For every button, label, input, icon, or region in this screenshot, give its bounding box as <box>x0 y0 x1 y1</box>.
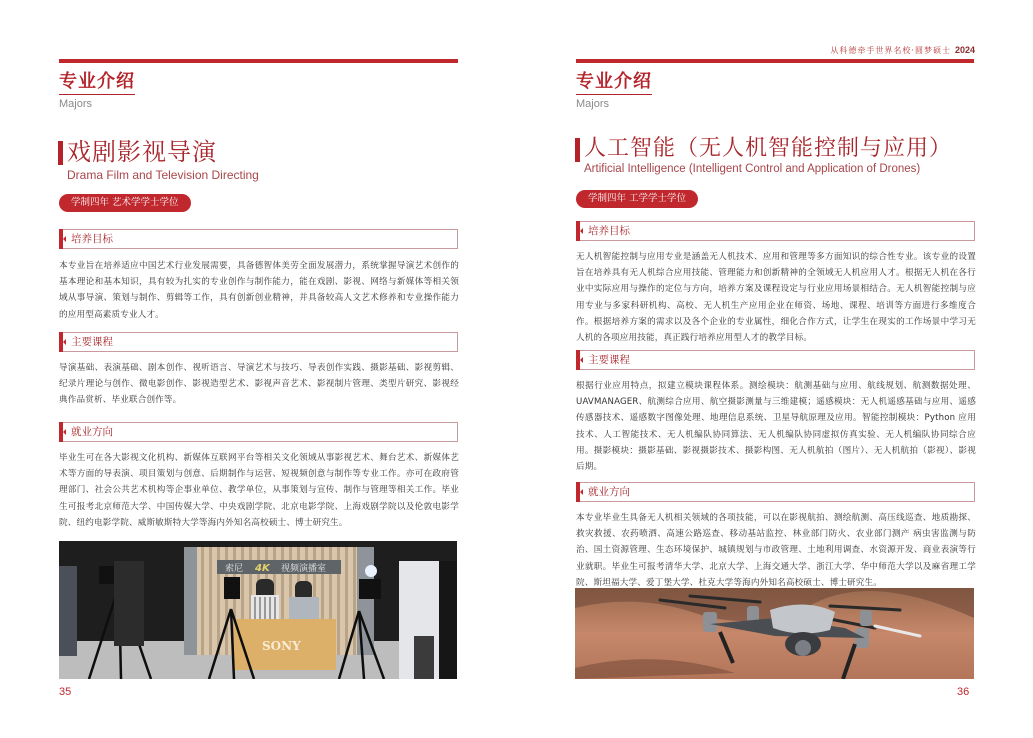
paragraph-careers: 毕业生可在各大影视文化机构、新媒体互联网平台等相关文化领域从事影视艺术、舞台艺术、新媒体艺术等方面的导表演、项目策划与创意、后期制作与运营、短视频创意与制作等专业工作。亦可在政府管理部门、社会公共艺术机构等企事业单位、教学单位，从事策划与宣传、制作与管理等相关工作。毕业生可报考北京师范大学、中国传媒大学、中央戏剧学院、北京电影学院、上海戏剧学院以及伦敦电影学院、纽约电影学院、威斯敏斯特大学等海内外知名高校硕士、博士研究生。 <box>59 453 459 528</box>
section-title: 专业介绍 <box>576 70 652 95</box>
studio-desk-logo: SONY <box>262 639 301 653</box>
subheading-notch <box>63 339 66 345</box>
page-number: 36 <box>957 686 970 698</box>
major-title: 戏剧影视导演 <box>58 137 217 167</box>
subheading-label: 培养目标 <box>71 233 113 245</box>
major-title-en: Artificial Intelligence (Intelligent Control and Application of Drones) <box>584 163 921 175</box>
degree-badge: 学制四年 工学学士学位 <box>576 190 698 208</box>
page-left <box>0 0 516 738</box>
section-subtitle: Majors <box>576 98 610 110</box>
subheading-courses <box>576 350 975 370</box>
studio-photo <box>59 541 457 679</box>
running-head-text: 从科德牵手世界名校·圆梦硕士 <box>830 46 951 55</box>
running-head <box>830 45 975 56</box>
subheading-label: 就业方向 <box>71 426 113 438</box>
paragraph-goals: 本专业旨在培养适应中国艺术行业发展需要，具备德智体美劳全面发展潜力，系统掌握导演艺术创作的基本理论和基本知识，具有较为扎实的专业创作与制作能力，能在戏剧、影视、网络与新媒体等相关领域从事导演、策划与制作、剪辑等工作，具有创新创业精神，并具备较高人文艺术修养和专业操作能力的应用型高素质专业人才。 <box>59 261 459 320</box>
paragraph-courses: 根据行业应用特点，拟建立模块课程体系。测绘模块：航测基础与应用、航线规划、航测数据处理、UAVMANAGER、航测综合应用、航空摄影测量与三维建模；遥感模块：无人机遥感基础与应用、遥感传感器技术、遥感数字图像处理、地理信息系统、卫星导航原理及应用。智能控制模块：Python 应用技术、人工智能技术、无人机编队协同算法、无人机编队协同虚拟仿真实验、无人机编队协同综合应用。摄影模块：摄影基础、影视摄影技术、摄影构图、无人机航拍（图片）、无人机航拍（影视）、影视后期。 <box>576 381 976 473</box>
degree-badge: 学制四年 艺术学学士学位 <box>59 194 191 212</box>
paragraph-courses: 导演基础、表演基础、剧本创作、视听语言、导演艺术与技巧、导表创作实践、摄影基础、影视剪辑、纪录片理论与创作、微电影创作、影视造型艺术、影视声音艺术、影视制片管理、类型片研究、影视经典作品赏析、毕业联合创作等。 <box>59 363 459 406</box>
subheading-notch <box>63 236 66 242</box>
subheading-label: 主要课程 <box>588 354 630 366</box>
top-rule <box>576 59 974 63</box>
subheading-notch <box>580 489 583 495</box>
studio-sign-right: 视频演播室 <box>281 564 327 574</box>
subheading-goals <box>59 229 458 249</box>
subheading-label: 培养目标 <box>588 225 630 237</box>
section-title: 专业介绍 <box>59 70 135 95</box>
paragraph-goals: 无人机智能控制与应用专业是涵盖无人机技术、应用和管理等多方面知识的综合性专业。该专业的设置旨在培养具有无人机综合应用技能、管理能力和创新精神的全领域无人机应用人才。根据无人机在各行业中实际应用与操作的定位与方向，培养方案及课程设定与行业应用场景相结合。无人机智能控制与应用专业与多家科研机构、高校、无人机生产应用企业在师资、场地、课程、培训等方面进行多维度合作。根据培养方案的需求以及各个企业的专业属性，细化合作方式，让学生在现实的工作场景中学习无人机的各项应用技能，真正践行培养应用型人才的教学目标。 <box>576 252 976 344</box>
drone-photo <box>575 588 974 679</box>
subheading-courses <box>59 332 458 352</box>
subheading-careers <box>576 482 975 502</box>
studio-photo-illustration <box>59 541 457 679</box>
page-number: 35 <box>59 686 72 698</box>
running-head-year: 2024 <box>954 45 975 55</box>
subheading-notch <box>580 357 583 363</box>
subheading-careers <box>59 422 458 442</box>
major-title: 人工智能（无人机智能控制与应用） <box>575 134 952 164</box>
subheading-notch <box>63 429 66 435</box>
studio-sign-left: 索尼 <box>225 564 244 574</box>
page-right <box>517 0 1033 738</box>
studio-sign-4k: 4K <box>255 563 270 574</box>
subheading-notch <box>580 228 583 234</box>
subheading-label: 主要课程 <box>71 336 113 348</box>
subheading-label: 就业方向 <box>588 486 630 498</box>
section-subtitle: Majors <box>59 98 93 110</box>
drone-photo-illustration <box>575 588 974 679</box>
subheading-goals <box>576 221 975 241</box>
paragraph-careers: 本专业毕业生具备无人机相关领域的各项技能，可以在影视航拍、测绘航测、高压线巡查、地质勘探、救灾救援、农药喷洒、高速公路巡查、移动基站监控、林业部门防火、农业部门测产 病虫害监测与防治、国土资源管理、生态环境保护、城镇规划与市政管理、土地利用调查、水资源开发、商业表演等行业就职。毕业生可报考清华大学、北京大学、上海交通大学、浙江大学、华中师范大学以及麻省理工学院、斯坦福大学、爱丁堡大学、杜克大学等海内外知名高校硕士、博士研究生。 <box>576 513 976 588</box>
top-rule <box>59 59 458 63</box>
major-title-en: Drama Film and Television Directing <box>67 168 259 182</box>
